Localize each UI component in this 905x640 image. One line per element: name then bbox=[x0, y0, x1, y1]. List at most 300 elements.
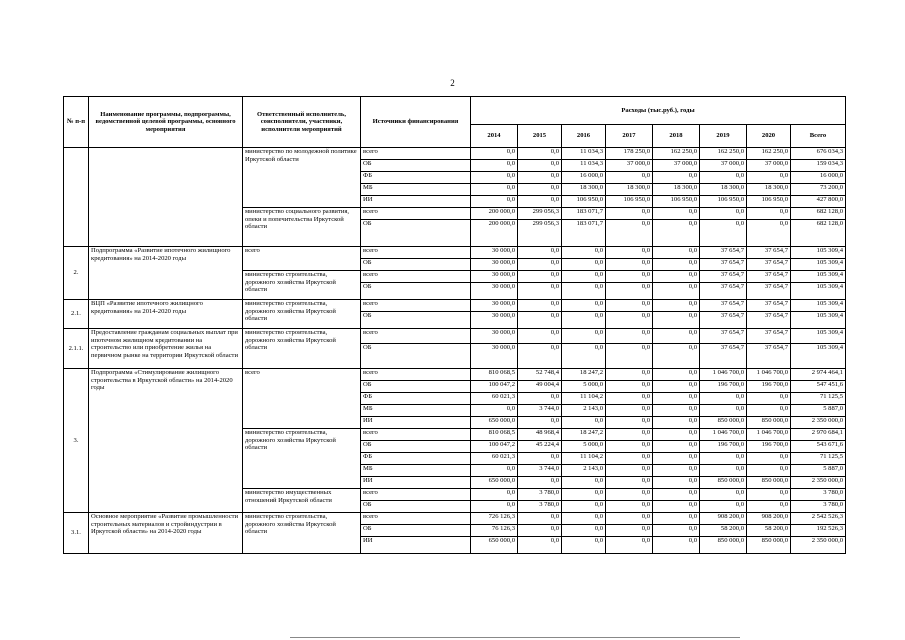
year-value: 30 000,0 bbox=[471, 259, 518, 271]
year-value: 2 143,0 bbox=[562, 405, 606, 417]
year-value: 0,0 bbox=[606, 220, 653, 247]
row-number: 3. bbox=[64, 369, 89, 513]
total-value: 192 526,3 bbox=[791, 525, 846, 537]
executor: министерство строительства, дорожного хозяйства Иркутской области bbox=[243, 300, 361, 329]
funding-source: ОБ bbox=[361, 501, 471, 513]
year-value: 0,0 bbox=[606, 259, 653, 271]
year-value: 0,0 bbox=[562, 312, 606, 329]
year-value: 37 654,7 bbox=[700, 259, 747, 271]
year-value: 0,0 bbox=[606, 537, 653, 554]
executor: министерство строительства, дорожного хозяйства Иркутской области bbox=[243, 329, 361, 369]
year-value: 18 300,0 bbox=[606, 184, 653, 196]
year-value: 810 068,5 bbox=[471, 369, 518, 381]
year-value: 30 000,0 bbox=[471, 271, 518, 283]
year-value: 0,0 bbox=[562, 501, 606, 513]
year-value: 0,0 bbox=[518, 393, 562, 405]
year-value: 0,0 bbox=[747, 208, 791, 220]
year-value: 0,0 bbox=[562, 344, 606, 369]
header-name: Наименование программы, подпрограммы, ведомственной целевой программы, основного мероприятия bbox=[89, 97, 243, 148]
funding-source: МБ bbox=[361, 405, 471, 417]
year-value: 0,0 bbox=[747, 172, 791, 184]
year-value: 0,0 bbox=[562, 259, 606, 271]
year-value: 0,0 bbox=[518, 344, 562, 369]
row-number: 3.1. bbox=[64, 513, 89, 554]
header-year: 2018 bbox=[653, 125, 700, 148]
total-value: 682 128,0 bbox=[791, 220, 846, 247]
funding-source: ОБ bbox=[361, 283, 471, 300]
year-value: 0,0 bbox=[606, 283, 653, 300]
total-value: 71 125,5 bbox=[791, 453, 846, 465]
year-value: 0,0 bbox=[700, 405, 747, 417]
funding-source: ИИ bbox=[361, 417, 471, 429]
year-value: 18 300,0 bbox=[562, 184, 606, 196]
year-value: 0,0 bbox=[747, 220, 791, 247]
year-value: 1 046 700,0 bbox=[747, 429, 791, 441]
year-value: 100 047,2 bbox=[471, 441, 518, 453]
funding-source: всего bbox=[361, 369, 471, 381]
year-value: 100 047,2 bbox=[471, 381, 518, 393]
year-value: 908 200,0 bbox=[700, 513, 747, 525]
funding-source: ОБ bbox=[361, 441, 471, 453]
year-value: 0,0 bbox=[518, 172, 562, 184]
year-value: 0,0 bbox=[653, 429, 700, 441]
header-source: Источники финансирования bbox=[361, 97, 471, 148]
year-value: 183 071,7 bbox=[562, 220, 606, 247]
year-value: 0,0 bbox=[471, 148, 518, 160]
year-value: 0,0 bbox=[606, 300, 653, 312]
year-value: 48 968,4 bbox=[518, 429, 562, 441]
year-value: 0,0 bbox=[606, 489, 653, 501]
table-row bbox=[64, 369, 846, 381]
total-value: 543 671,6 bbox=[791, 441, 846, 453]
year-value: 196 700,0 bbox=[747, 441, 791, 453]
year-value: 650 000,0 bbox=[471, 477, 518, 489]
funding-source: ИИ bbox=[361, 477, 471, 489]
executor: министерство строительства, дорожного хозяйства Иркутской области bbox=[243, 513, 361, 554]
year-value: 3 780,0 bbox=[518, 489, 562, 501]
table-row bbox=[64, 247, 846, 259]
year-value: 0,0 bbox=[518, 477, 562, 489]
year-value: 1 046 700,0 bbox=[700, 429, 747, 441]
year-value: 196 700,0 bbox=[747, 381, 791, 393]
funding-source: ИИ bbox=[361, 196, 471, 208]
funding-source: ФБ bbox=[361, 393, 471, 405]
year-value: 52 748,4 bbox=[518, 369, 562, 381]
funding-source: всего bbox=[361, 300, 471, 312]
year-value: 37 654,7 bbox=[700, 247, 747, 259]
total-value: 2 350 000,0 bbox=[791, 537, 846, 554]
year-value: 0,0 bbox=[518, 196, 562, 208]
year-value: 0,0 bbox=[606, 247, 653, 259]
executor: всего bbox=[243, 247, 361, 271]
year-value: 0,0 bbox=[606, 501, 653, 513]
year-value: 0,0 bbox=[606, 393, 653, 405]
year-value: 0,0 bbox=[606, 477, 653, 489]
total-value: 105 309,4 bbox=[791, 344, 846, 369]
year-value: 0,0 bbox=[653, 369, 700, 381]
item-name: Предоставление гражданам социальных выплат при ипотечном жилищном кредитовании на строительство или приобретение жилья на первичном рынке на территории Иркутской области bbox=[89, 329, 243, 369]
year-value: 0,0 bbox=[518, 184, 562, 196]
year-value: 0,0 bbox=[518, 259, 562, 271]
year-value: 0,0 bbox=[518, 525, 562, 537]
year-value: 162 250,0 bbox=[653, 148, 700, 160]
year-value: 30 000,0 bbox=[471, 329, 518, 344]
funding-source: всего bbox=[361, 271, 471, 283]
executor: министерство строительства, дорожного хозяйства Иркутской области bbox=[243, 271, 361, 300]
year-value: 0,0 bbox=[606, 329, 653, 344]
header-year: 2014 bbox=[471, 125, 518, 148]
year-value: 37 654,7 bbox=[747, 312, 791, 329]
funding-source: ОБ bbox=[361, 525, 471, 537]
year-value: 0,0 bbox=[606, 453, 653, 465]
year-value: 200 000,0 bbox=[471, 208, 518, 220]
year-value: 37 654,7 bbox=[700, 271, 747, 283]
year-value: 850 000,0 bbox=[700, 417, 747, 429]
total-value: 427 800,0 bbox=[791, 196, 846, 208]
funding-source: всего bbox=[361, 208, 471, 220]
year-value: 650 000,0 bbox=[471, 417, 518, 429]
row-number: 2. bbox=[64, 247, 89, 300]
year-value: 0,0 bbox=[606, 405, 653, 417]
year-value: 37 654,7 bbox=[747, 259, 791, 271]
year-value: 0,0 bbox=[653, 283, 700, 300]
year-value: 2 143,0 bbox=[562, 465, 606, 477]
year-value: 11 104,2 bbox=[562, 393, 606, 405]
total-value: 547 451,6 bbox=[791, 381, 846, 393]
year-value: 0,0 bbox=[653, 393, 700, 405]
year-value: 0,0 bbox=[518, 283, 562, 300]
year-value: 30 000,0 bbox=[471, 283, 518, 300]
year-value: 0,0 bbox=[606, 429, 653, 441]
year-value: 0,0 bbox=[653, 477, 700, 489]
header-year: 2020 bbox=[747, 125, 791, 148]
year-value: 30 000,0 bbox=[471, 312, 518, 329]
year-value: 0,0 bbox=[747, 501, 791, 513]
year-value: 0,0 bbox=[518, 453, 562, 465]
year-value: 0,0 bbox=[471, 196, 518, 208]
year-value: 0,0 bbox=[653, 417, 700, 429]
year-value: 162 250,0 bbox=[700, 148, 747, 160]
year-value: 0,0 bbox=[653, 441, 700, 453]
year-value: 0,0 bbox=[653, 220, 700, 247]
year-value: 0,0 bbox=[518, 160, 562, 172]
year-value: 0,0 bbox=[518, 271, 562, 283]
year-value: 0,0 bbox=[606, 381, 653, 393]
year-value: 0,0 bbox=[653, 300, 700, 312]
year-value: 11 034,3 bbox=[562, 148, 606, 160]
executor: министерство строительства, дорожного хозяйства Иркутской области bbox=[243, 429, 361, 489]
year-value: 0,0 bbox=[606, 369, 653, 381]
total-value: 3 780,0 bbox=[791, 501, 846, 513]
year-value: 0,0 bbox=[653, 247, 700, 259]
year-value: 0,0 bbox=[653, 513, 700, 525]
year-value: 0,0 bbox=[562, 271, 606, 283]
year-value: 3 744,0 bbox=[518, 405, 562, 417]
year-value: 37 000,0 bbox=[747, 160, 791, 172]
year-value: 0,0 bbox=[518, 513, 562, 525]
year-value: 16 000,0 bbox=[562, 172, 606, 184]
year-value: 0,0 bbox=[471, 489, 518, 501]
row-number: 2.1. bbox=[64, 300, 89, 329]
year-value: 0,0 bbox=[606, 525, 653, 537]
year-value: 5 000,0 bbox=[562, 441, 606, 453]
year-value: 37 000,0 bbox=[606, 160, 653, 172]
funding-source: МБ bbox=[361, 184, 471, 196]
header-year: 2016 bbox=[562, 125, 606, 148]
year-value: 49 004,4 bbox=[518, 381, 562, 393]
year-value: 0,0 bbox=[747, 489, 791, 501]
year-value: 30 000,0 bbox=[471, 300, 518, 312]
year-value: 18 247,2 bbox=[562, 369, 606, 381]
year-value: 200 000,0 bbox=[471, 220, 518, 247]
year-value: 0,0 bbox=[700, 172, 747, 184]
table-row bbox=[64, 148, 846, 160]
total-value: 2 350 000,0 bbox=[791, 477, 846, 489]
year-value: 11 104,2 bbox=[562, 453, 606, 465]
item-name: Основное мероприятие «Развитие промышленности строительных материалов и стройиндустрии в Иркутской области» на 2014-2020 годы bbox=[89, 513, 243, 554]
year-value: 0,0 bbox=[562, 247, 606, 259]
year-value: 0,0 bbox=[606, 312, 653, 329]
funding-source: ОБ bbox=[361, 220, 471, 247]
year-value: 37 654,7 bbox=[700, 283, 747, 300]
funding-source: всего bbox=[361, 429, 471, 441]
year-value: 1 046 700,0 bbox=[747, 369, 791, 381]
year-value: 106 950,0 bbox=[606, 196, 653, 208]
year-value: 0,0 bbox=[653, 381, 700, 393]
total-value: 105 309,4 bbox=[791, 247, 846, 259]
executor: всего bbox=[243, 369, 361, 429]
header-expenses: Расходы (тыс.руб.), годы bbox=[471, 97, 846, 125]
year-value: 0,0 bbox=[562, 525, 606, 537]
year-value: 299 056,3 bbox=[518, 208, 562, 220]
funding-source: ОБ bbox=[361, 259, 471, 271]
funding-source: ОБ bbox=[361, 312, 471, 329]
header-year: 2017 bbox=[606, 125, 653, 148]
funding-source: ФБ bbox=[361, 172, 471, 184]
year-value: 58 200,0 bbox=[747, 525, 791, 537]
header-year: Всего bbox=[791, 125, 846, 148]
total-value: 2 350 000,0 bbox=[791, 417, 846, 429]
year-value: 0,0 bbox=[606, 172, 653, 184]
header-executor: Ответственный исполнитель, соисполнители, участники, исполнители мероприятий bbox=[243, 97, 361, 148]
total-value: 105 309,4 bbox=[791, 300, 846, 312]
year-value: 196 700,0 bbox=[700, 441, 747, 453]
header-year: 2015 bbox=[518, 125, 562, 148]
table-row bbox=[64, 300, 846, 312]
year-value: 0,0 bbox=[518, 312, 562, 329]
year-value: 0,0 bbox=[653, 271, 700, 283]
row-number: 2.1.1. bbox=[64, 329, 89, 369]
header-no: № п-п bbox=[64, 97, 89, 148]
year-value: 0,0 bbox=[471, 172, 518, 184]
row-number bbox=[64, 148, 89, 247]
item-name: ВЦП «Развитие ипотечного жилищного кредитования» на 2014-2020 годы bbox=[89, 300, 243, 329]
year-value: 58 200,0 bbox=[700, 525, 747, 537]
page-number: 2 bbox=[450, 78, 455, 88]
year-value: 0,0 bbox=[606, 465, 653, 477]
year-value: 37 654,7 bbox=[700, 300, 747, 312]
year-value: 37 654,7 bbox=[747, 344, 791, 369]
total-value: 5 887,0 bbox=[791, 465, 846, 477]
funding-source: всего bbox=[361, 513, 471, 525]
year-value: 0,0 bbox=[562, 300, 606, 312]
year-value: 0,0 bbox=[653, 537, 700, 554]
year-value: 299 056,3 bbox=[518, 220, 562, 247]
total-value: 105 309,4 bbox=[791, 283, 846, 300]
year-value: 37 000,0 bbox=[700, 160, 747, 172]
funding-source: всего bbox=[361, 247, 471, 259]
year-value: 3 780,0 bbox=[518, 501, 562, 513]
year-value: 0,0 bbox=[518, 329, 562, 344]
year-value: 76 126,3 bbox=[471, 525, 518, 537]
year-value: 0,0 bbox=[471, 184, 518, 196]
year-value: 0,0 bbox=[562, 329, 606, 344]
year-value: 37 654,7 bbox=[747, 247, 791, 259]
total-value: 71 125,5 bbox=[791, 393, 846, 405]
year-value: 0,0 bbox=[562, 477, 606, 489]
year-value: 37 654,7 bbox=[747, 283, 791, 300]
funding-source: ОБ bbox=[361, 381, 471, 393]
year-value: 0,0 bbox=[606, 208, 653, 220]
total-value: 5 887,0 bbox=[791, 405, 846, 417]
year-value: 106 950,0 bbox=[562, 196, 606, 208]
year-value: 650 000,0 bbox=[471, 537, 518, 554]
year-value: 0,0 bbox=[606, 417, 653, 429]
year-value: 0,0 bbox=[747, 393, 791, 405]
year-value: 0,0 bbox=[471, 501, 518, 513]
year-value: 0,0 bbox=[747, 453, 791, 465]
year-value: 0,0 bbox=[562, 537, 606, 554]
funding-source: ОБ bbox=[361, 344, 471, 369]
year-value: 726 126,3 bbox=[471, 513, 518, 525]
total-value: 3 780,0 bbox=[791, 489, 846, 501]
year-value: 0,0 bbox=[518, 417, 562, 429]
year-value: 0,0 bbox=[471, 160, 518, 172]
year-value: 810 068,5 bbox=[471, 429, 518, 441]
year-value: 0,0 bbox=[653, 465, 700, 477]
total-value: 105 309,4 bbox=[791, 312, 846, 329]
expenditure-table bbox=[63, 96, 846, 554]
year-value: 0,0 bbox=[518, 537, 562, 554]
total-value: 105 309,4 bbox=[791, 271, 846, 283]
year-value: 37 654,7 bbox=[747, 329, 791, 344]
year-value: 850 000,0 bbox=[747, 537, 791, 554]
total-value: 16 000,0 bbox=[791, 172, 846, 184]
year-value: 3 744,0 bbox=[518, 465, 562, 477]
executor: министерство социального развития, опеки и попечительства Иркутской области bbox=[243, 208, 361, 247]
year-value: 0,0 bbox=[653, 344, 700, 369]
year-value: 0,0 bbox=[700, 453, 747, 465]
year-value: 5 000,0 bbox=[562, 381, 606, 393]
year-value: 11 034,3 bbox=[562, 160, 606, 172]
year-value: 0,0 bbox=[606, 271, 653, 283]
year-value: 18 300,0 bbox=[747, 184, 791, 196]
year-value: 0,0 bbox=[518, 247, 562, 259]
executor: министерство по молодежной политике Иркутской области bbox=[243, 148, 361, 208]
year-value: 178 250,0 bbox=[606, 148, 653, 160]
year-value: 908 200,0 bbox=[747, 513, 791, 525]
year-value: 183 071,7 bbox=[562, 208, 606, 220]
year-value: 0,0 bbox=[562, 417, 606, 429]
year-value: 0,0 bbox=[700, 208, 747, 220]
item-name: Подпрограмма «Развитие ипотечного жилищного кредитования» на 2014-2020 годы bbox=[89, 247, 243, 300]
year-value: 37 654,7 bbox=[700, 344, 747, 369]
total-value: 2 542 526,3 bbox=[791, 513, 846, 525]
total-value: 682 128,0 bbox=[791, 208, 846, 220]
year-value: 0,0 bbox=[562, 513, 606, 525]
year-value: 850 000,0 bbox=[747, 477, 791, 489]
year-value: 0,0 bbox=[700, 501, 747, 513]
year-value: 30 000,0 bbox=[471, 247, 518, 259]
year-value: 0,0 bbox=[653, 489, 700, 501]
year-value: 0,0 bbox=[653, 453, 700, 465]
table-row bbox=[64, 513, 846, 525]
year-value: 0,0 bbox=[653, 329, 700, 344]
funding-source: всего bbox=[361, 329, 471, 344]
year-value: 106 950,0 bbox=[747, 196, 791, 208]
year-value: 0,0 bbox=[653, 259, 700, 271]
total-value: 73 200,0 bbox=[791, 184, 846, 196]
year-value: 18 300,0 bbox=[700, 184, 747, 196]
total-value: 159 034,3 bbox=[791, 160, 846, 172]
year-value: 37 654,7 bbox=[747, 300, 791, 312]
year-value: 0,0 bbox=[700, 393, 747, 405]
total-value: 2 974 464,1 bbox=[791, 369, 846, 381]
year-value: 37 654,7 bbox=[700, 312, 747, 329]
executor: министерство имущественных отношений Иркутской области bbox=[243, 489, 361, 513]
year-value: 0,0 bbox=[747, 405, 791, 417]
year-value: 0,0 bbox=[653, 405, 700, 417]
year-value: 60 021,3 bbox=[471, 453, 518, 465]
year-value: 0,0 bbox=[653, 208, 700, 220]
table-row bbox=[64, 329, 846, 344]
year-value: 0,0 bbox=[606, 441, 653, 453]
year-value: 18 300,0 bbox=[653, 184, 700, 196]
year-value: 106 950,0 bbox=[700, 196, 747, 208]
year-value: 18 247,2 bbox=[562, 429, 606, 441]
year-value: 0,0 bbox=[518, 148, 562, 160]
year-value: 60 021,3 bbox=[471, 393, 518, 405]
total-value: 105 309,4 bbox=[791, 259, 846, 271]
total-value: 676 034,3 bbox=[791, 148, 846, 160]
year-value: 850 000,0 bbox=[700, 477, 747, 489]
funding-source: всего bbox=[361, 489, 471, 501]
year-value: 37 654,7 bbox=[747, 271, 791, 283]
year-value: 850 000,0 bbox=[700, 537, 747, 554]
funding-source: ФБ bbox=[361, 453, 471, 465]
year-value: 0,0 bbox=[700, 489, 747, 501]
year-value: 0,0 bbox=[747, 465, 791, 477]
year-value: 0,0 bbox=[606, 344, 653, 369]
year-value: 0,0 bbox=[518, 300, 562, 312]
year-value: 37 000,0 bbox=[653, 160, 700, 172]
page-bottom-rule bbox=[290, 637, 740, 638]
year-value: 0,0 bbox=[653, 501, 700, 513]
year-value: 0,0 bbox=[700, 465, 747, 477]
total-value: 105 309,4 bbox=[791, 329, 846, 344]
year-value: 0,0 bbox=[471, 405, 518, 417]
item-name: Подпрограмма «Стимулирование жилищного строительства в Иркутской области» на 2014-2020 годы bbox=[89, 369, 243, 513]
funding-source: МБ bbox=[361, 465, 471, 477]
header-year: 2019 bbox=[700, 125, 747, 148]
year-value: 0,0 bbox=[562, 283, 606, 300]
year-value: 37 654,7 bbox=[700, 329, 747, 344]
year-value: 0,0 bbox=[471, 465, 518, 477]
year-value: 162 250,0 bbox=[747, 148, 791, 160]
year-value: 30 000,0 bbox=[471, 344, 518, 369]
year-value: 0,0 bbox=[606, 513, 653, 525]
year-value: 106 950,0 bbox=[653, 196, 700, 208]
